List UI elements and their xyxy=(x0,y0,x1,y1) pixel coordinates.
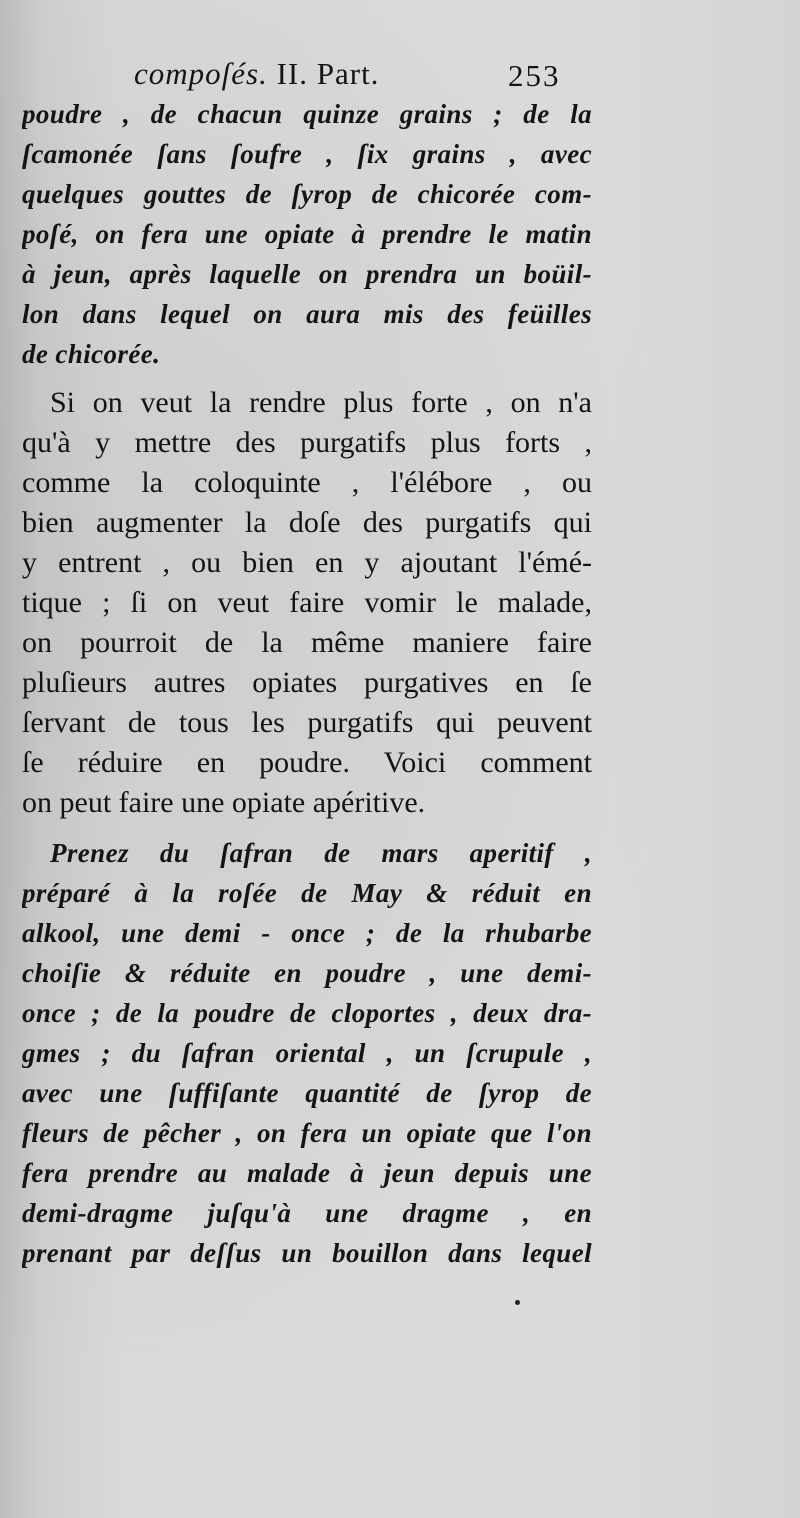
paragraph-1 xyxy=(22,94,592,374)
page-number: 253 xyxy=(508,58,561,93)
text-line: Prenez du ſafran de mars aperitif , xyxy=(50,838,592,868)
text-line: quelques gouttes de ſyrop de chicorée com- xyxy=(22,179,592,209)
running-head-title xyxy=(134,56,379,92)
text-line: on peut faire une opiate apéritive. xyxy=(22,786,426,819)
text-line: préparé à la roſée de May & réduit en xyxy=(22,878,592,908)
text-line: ſcamonée ſans ſoufre , ſix grains , avec xyxy=(22,139,592,169)
text-line: poudre , de chacun quinze grains ; de la xyxy=(22,99,592,129)
text-line: ſe réduire en poudre. Voici comment xyxy=(22,746,592,779)
text-line: gmes ; du ſafran oriental , un ſcrupule , xyxy=(22,1038,592,1068)
text-line: lon dans lequel on aura mis des feüilles xyxy=(22,299,592,329)
paragraph-3 xyxy=(22,833,592,1273)
text-line: demi-dragme juſqu'à une dragme , en xyxy=(22,1198,592,1228)
text-line: fera prendre au malade à jeun depuis une xyxy=(22,1158,592,1188)
text-line: à jeun, après laquelle on prendra un boüil- xyxy=(22,259,592,289)
text-line: de chicorée. xyxy=(22,339,161,369)
ink-speck xyxy=(515,1300,520,1305)
text-line: Si on veut la rendre plus forte , on n'a xyxy=(50,386,592,419)
text-line: choiſie & réduite en poudre , une demi- xyxy=(22,958,592,988)
text-line: y entrent , ou bien en y ajoutant l'émé- xyxy=(22,546,592,579)
running-head-title-italic: compoſés. xyxy=(134,56,268,91)
text-line: bien augmenter la doſe des purgatifs qui xyxy=(22,506,592,539)
text-line: ſervant de tous les purgatifs qui peuvent xyxy=(22,706,592,739)
text-line: once ; de la poudre de cloportes , deux dra- xyxy=(22,998,592,1028)
text-line: on pourroit de la même maniere faire xyxy=(22,626,592,659)
text-line: qu'à y mettre des purgatifs plus forts , xyxy=(22,426,592,459)
text-line: fleurs de pêcher , on fera un opiate que l'on xyxy=(22,1118,592,1148)
text-line: pluſieurs autres opiates purgatives en ſe xyxy=(22,666,592,699)
text-line: poſé, on fera une opiate à prendre le matin xyxy=(22,219,592,249)
text-line: prenant par deſſus un bouillon dans lequel xyxy=(22,1238,592,1268)
running-head-title-roman: II. Part. xyxy=(276,56,380,91)
running-head xyxy=(0,56,800,96)
paragraph-2 xyxy=(22,383,592,823)
text-line: comme la coloquinte , l'élébore , ou xyxy=(22,466,592,499)
text-line: tique ; ſi on veut faire vomir le malade, xyxy=(22,586,592,619)
text-line: avec une ſuffiſante quantité de ſyrop de xyxy=(22,1078,592,1108)
text-line: alkool, une demi - once ; de la rhubarbe xyxy=(22,918,592,948)
